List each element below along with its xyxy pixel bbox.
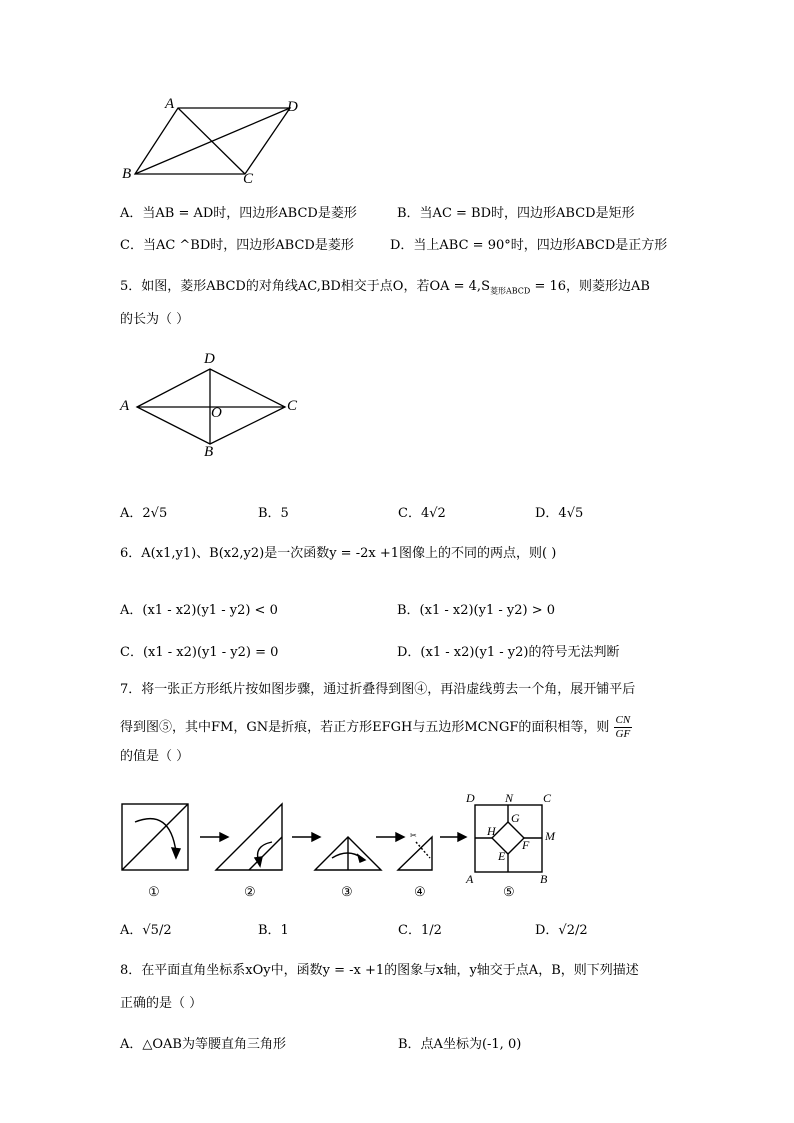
q7-option-a: A．√5/2 — [120, 923, 172, 938]
q7-fig5-label-d: D — [466, 791, 475, 805]
q4-label-a: A — [165, 96, 175, 112]
q7-fig5-label-h: H — [487, 824, 496, 838]
q7-step-label-1: ① — [148, 885, 160, 900]
q5-stem: 5．如图，菱形ABCD的对角线AC,BD相交于点O，若OA = $4,S_{菱形ABCD} = 16$，则菱形边AB — [120, 279, 650, 296]
q4-label-c: C — [243, 171, 254, 187]
q7-fig5-label-m: M — [545, 829, 555, 843]
q5-option-c: C．4√2 — [398, 506, 446, 521]
q5-label-d: D — [204, 351, 215, 367]
q5-label-a: A — [120, 398, 130, 414]
q8-stem-line2: 正确的是（ ） — [120, 996, 203, 1011]
q7-fig5-label-g: G — [511, 811, 520, 825]
q8-stem-line1: 8．在平面直角坐标系xOy中，函数y = -x +1的图象与x轴，y轴交于点A，B，则下列描述 — [120, 963, 639, 978]
q6-stem: 6．A(x1,y1)、B(x2,y2)是一次函数y = -2x +1图像上的不同的两点，则( ) — [120, 546, 557, 561]
q5-option-d: D．4√5 — [535, 506, 584, 521]
q5-label-c: C — [287, 398, 298, 414]
q7-step-label-3: ③ — [341, 885, 353, 900]
q6-option-b: B．(x1 - x2)(y1 - y2) > 0 — [397, 603, 556, 618]
q7-fig5-label-f: F — [522, 838, 530, 852]
q5-stem-line2: 的长为（ ） — [120, 312, 190, 327]
q6-option-c: C．(x1 - x2)(y1 - y2) = 0 — [120, 645, 279, 660]
q7-fig5-label-n: N — [505, 791, 514, 805]
q7-stem-line1: 7．将一张正方形纸片按如图步骤，通过折叠得到图④，再沿虚线剪去一个角，展开铺平后 — [120, 682, 636, 697]
q7-fig5-label-a: A — [466, 872, 474, 886]
q5-label-b: B — [204, 444, 214, 460]
q5-option-b: B．5 — [258, 506, 289, 521]
q6-option-d: D．(x1 - x2)(y1 - y2)的符号无法判断 — [397, 645, 620, 660]
q7-option-c: C．1/2 — [398, 923, 442, 938]
q7-stem-line3: 的值是（ ） — [120, 749, 190, 764]
q7-fraction: $\frac{CN}{GF}$ — [615, 714, 631, 740]
q4-option-a: A．当AB = AD时，四边形ABCD是菱形 — [120, 206, 357, 221]
q6-option-a: A．(x1 - x2)(y1 - y2) < 0 — [120, 603, 278, 618]
q4-option-d: D．当上ABC = 90°时，四边形ABCD是正方形 — [390, 238, 668, 253]
q7-stem-line2: 得到图⑤，其中FM，GN是折痕，若正方形EFGH与五边形MCNGF的面积相等，则 $\frac{CN}{GF}$ — [120, 714, 631, 740]
q4-option-b: B．当AC = BD时，四边形ABCD是矩形 — [397, 206, 635, 221]
q4-label-d: D — [287, 99, 298, 115]
q5-option-a: A．2√5 — [120, 506, 168, 521]
q7-fig5-label-b: B — [540, 872, 548, 886]
q7-option-b: B．1 — [258, 923, 289, 938]
q7-step-label-4: ④ — [414, 885, 426, 900]
q5-label-o: O — [211, 405, 222, 421]
q8-option-a: A．△OAB为等腰直角三角形 — [120, 1037, 286, 1052]
q4-label-b: B — [122, 166, 132, 182]
q7-option-d: D．√2/2 — [535, 923, 588, 938]
q7-fig5-label-c: C — [543, 791, 552, 805]
q7-step-label-5: ⑤ — [503, 885, 515, 900]
q7-fig5-label-e: E — [498, 849, 506, 863]
q8-option-b: B．点A坐标为(-1, 0) — [398, 1037, 522, 1052]
scissors-icon: ✂ — [410, 831, 417, 840]
q4-option-c: C．当AC ^BD时，四边形ABCD是菱形 — [120, 238, 354, 253]
q7-step-label-2: ② — [244, 885, 256, 900]
